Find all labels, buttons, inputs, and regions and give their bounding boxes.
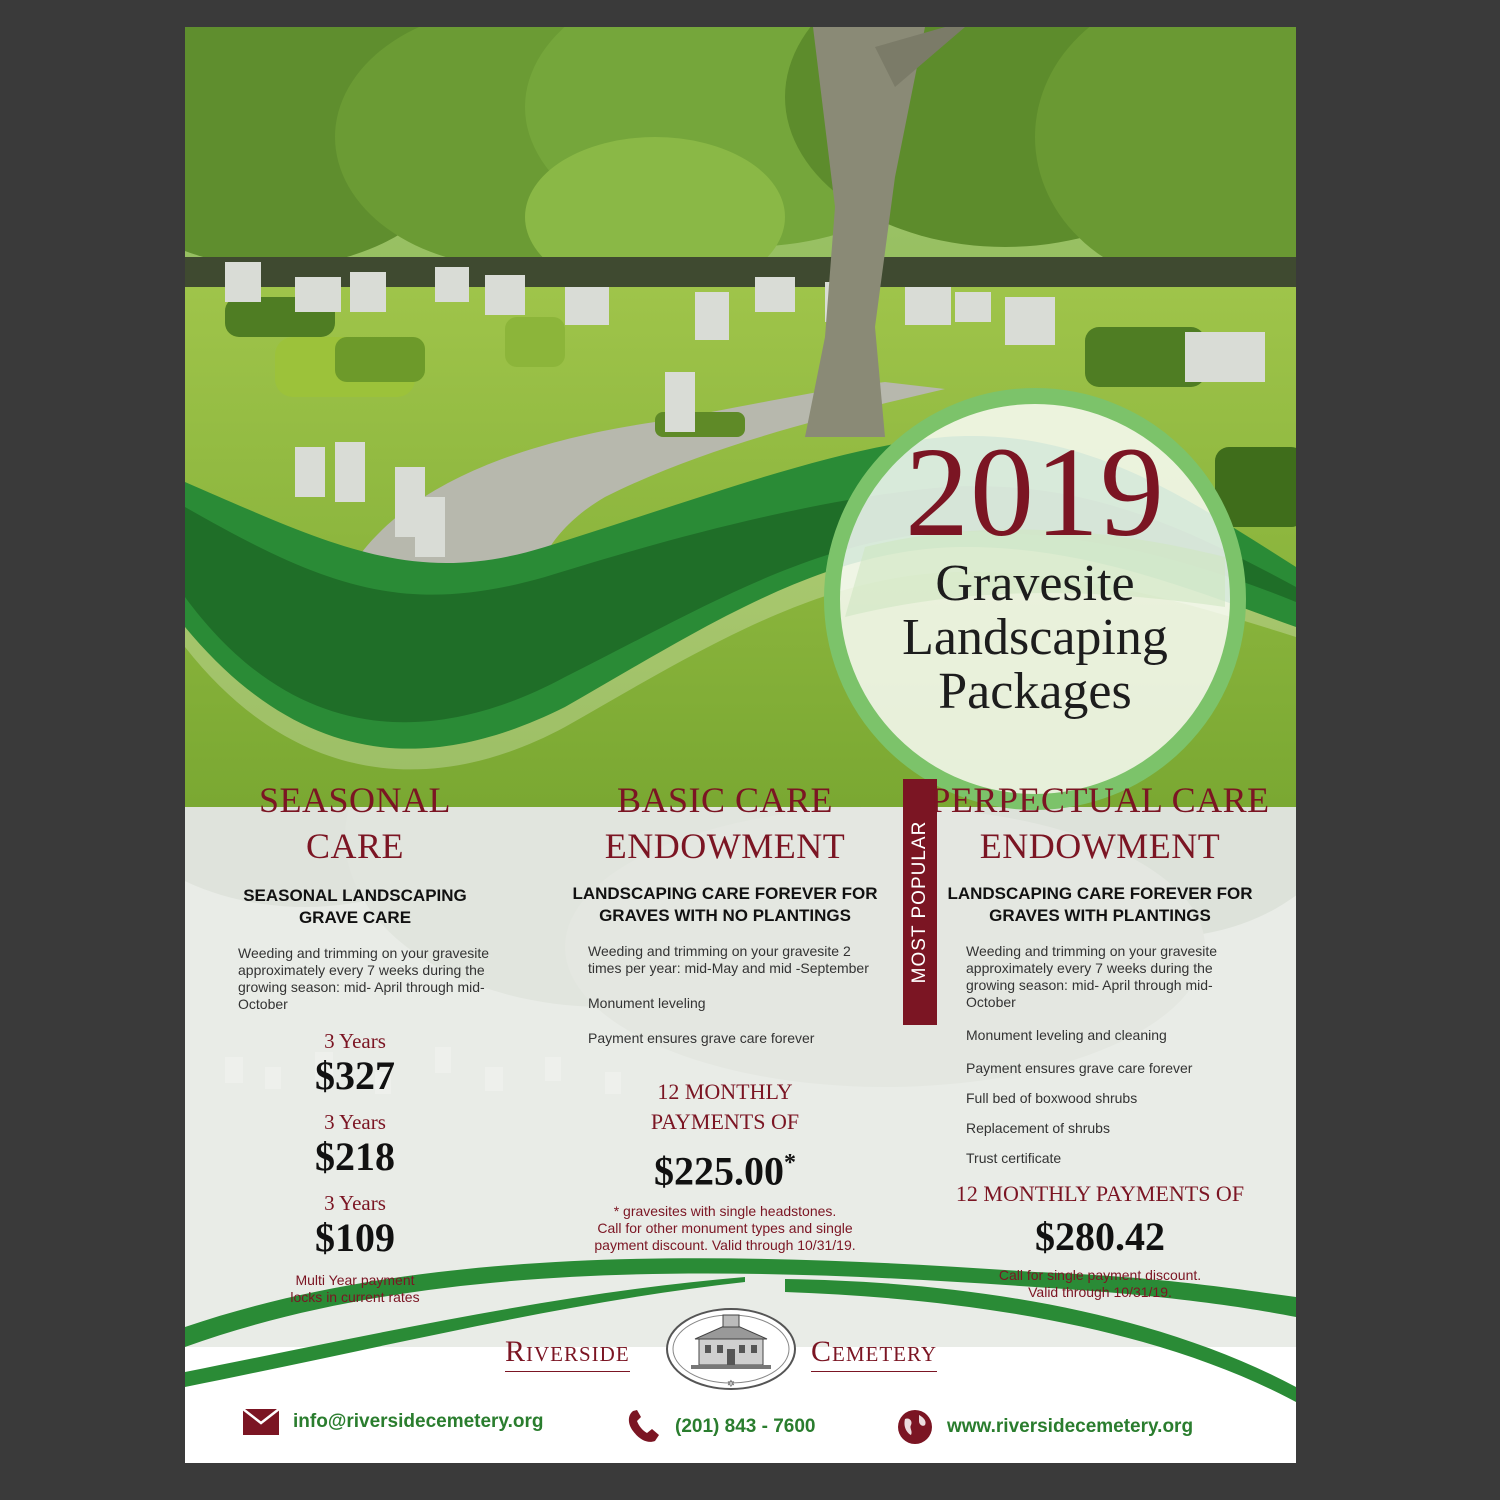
seasonal-description: Weeding and trimming on your gravesite approximately every 7 weeks during the growing season: mid- April through mid- October	[238, 945, 490, 1012]
tier-price: $327	[315, 1053, 395, 1098]
perpetual-feature: Payment ensures grave care forever	[966, 1060, 1193, 1076]
envelope-icon	[243, 1409, 279, 1435]
tier-price: $218	[315, 1134, 395, 1179]
contact-email[interactable]	[243, 1409, 544, 1435]
website-text[interactable]: www.riversidecemetery.org	[947, 1416, 1194, 1437]
basic-description: Weeding and trimming on your gravesite 2 times per year: mid-May and mid -September	[588, 943, 869, 976]
subtitle-line: Landscaping	[902, 609, 1168, 666]
chapel-emblem-icon	[663, 1305, 799, 1395]
contact-phone[interactable]	[625, 1409, 816, 1445]
sub-line: GRAVES WITH PLANTINGS	[989, 906, 1211, 925]
heading-line: SEASONAL	[258, 780, 451, 820]
note-line: Call for other monument types and single	[597, 1220, 853, 1237]
tier-label: 3 Years	[324, 1110, 386, 1134]
email-text[interactable]: info@riversidecemetery.org	[293, 1411, 544, 1432]
note-line: Valid through 10/31/19.	[1028, 1284, 1172, 1300]
heading-line: ENDOWMENT	[979, 826, 1221, 866]
perpetual-description: Weeding and trimming on your gravesite approximately every 7 weeks during the growing season: mid- April through mid- October	[966, 943, 1218, 1010]
perpetual-price: $280.42	[1035, 1214, 1165, 1259]
tier-label: 3 Years	[324, 1191, 386, 1215]
perpetual-feature: Full bed of boxwood shrubs	[966, 1090, 1138, 1106]
globe-icon	[897, 1409, 933, 1445]
basic-price	[560, 1141, 890, 1193]
perpetual-feature: Replacement of shrubs	[966, 1120, 1110, 1136]
note-line: * gravesites with single headstones.	[613, 1203, 837, 1220]
basic-monthly-label	[560, 1077, 890, 1137]
perpetual-note	[930, 1267, 1270, 1301]
heading-line: BASIC CARE	[616, 780, 834, 820]
perpetual-heading	[930, 777, 1270, 869]
perpetual-feature: Monument leveling and cleaning	[966, 1027, 1167, 1043]
perpetual-feature: Trust certificate	[966, 1150, 1062, 1166]
seasonal-tier	[230, 1191, 480, 1260]
phone-icon	[625, 1409, 661, 1445]
riverside-logo	[503, 1305, 963, 1395]
seasonal-subheading	[230, 885, 480, 929]
basic-subheading	[560, 883, 890, 927]
basic-feature: Monument leveling	[588, 995, 706, 1011]
logo-word-left: Riverside	[505, 1335, 630, 1372]
sub-line: LANDSCAPING CARE FOREVER FOR	[572, 884, 878, 903]
subtitle-line: Packages	[938, 663, 1132, 720]
price-asterisk: *	[784, 1150, 796, 1176]
seasonal-note	[230, 1272, 480, 1306]
subtitle-line: Gravesite	[935, 555, 1135, 612]
note-line: payment discount. Valid through 10/31/19.	[594, 1237, 856, 1254]
subtitle	[825, 557, 1245, 719]
badge-label: MOST POPULAR	[909, 820, 930, 984]
phone-text[interactable]: (201) 843 - 7600	[675, 1416, 816, 1437]
svg-text:✡: ✡	[726, 1379, 736, 1390]
seasonal-heading	[230, 777, 480, 869]
heading-line: ENDOWMENT	[604, 826, 846, 866]
note-line: Multi Year payment	[295, 1272, 415, 1288]
basic-feature: Payment ensures grave care forever	[588, 1030, 815, 1046]
seasonal-tier	[230, 1110, 480, 1179]
sub-line: GRAVE CARE	[298, 908, 412, 927]
perpetual-care-column	[930, 777, 1270, 1301]
heading-line: CARE	[305, 826, 404, 866]
note-line: locks in current rates	[290, 1289, 420, 1305]
logo-word-right: Cemetery	[811, 1335, 937, 1372]
sub-line: SEASONAL LANDSCAPING	[243, 886, 467, 905]
price-value: $225.00	[654, 1148, 784, 1194]
monthly-line: 12 MONTHLY	[657, 1079, 793, 1104]
note-line: Call for single payment discount.	[998, 1267, 1202, 1283]
title-badge	[825, 389, 1245, 809]
seasonal-care-column	[230, 777, 490, 1306]
perpetual-subheading	[930, 883, 1270, 927]
basic-note	[560, 1203, 890, 1254]
heading-line: PERPECTUAL CARE	[930, 780, 1270, 820]
perpetual-monthly-label: 12 MONTHLY PAYMENTS OF	[955, 1181, 1245, 1206]
monthly-line: PAYMENTS OF	[650, 1109, 800, 1134]
basic-care-column	[560, 777, 890, 1254]
tier-price: $109	[315, 1215, 395, 1260]
year-title: 2019	[905, 421, 1165, 563]
contact-website[interactable]	[897, 1409, 1193, 1445]
sub-line: LANDSCAPING CARE FOREVER FOR	[947, 884, 1253, 903]
basic-heading	[560, 777, 890, 869]
flyer	[185, 27, 1296, 1463]
tier-label: 3 Years	[324, 1029, 386, 1053]
seasonal-tier	[230, 1029, 480, 1098]
sub-line: GRAVES WITH NO PLANTINGS	[599, 906, 851, 925]
